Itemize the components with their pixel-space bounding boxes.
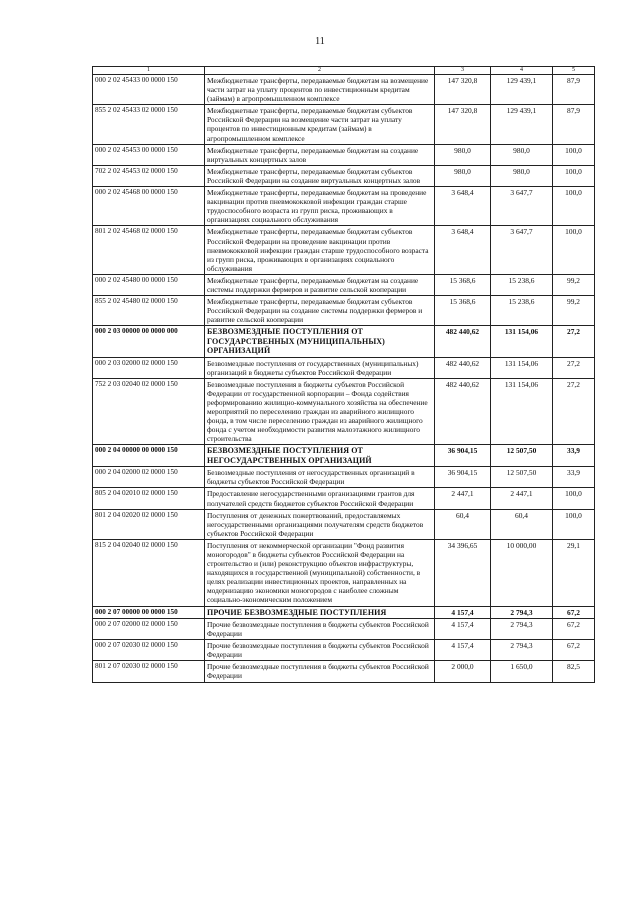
description-cell: Межбюджетные трансферты, передаваемые бюджетам на проведение вакцинации против пневмококковой инфекции граждан старше трудоспособного возраста из групп риска, проживающих в организациях социального обслуживания [205,187,435,226]
code-cell: 805 2 04 02010 02 0000 150 [93,488,205,509]
percent-cell: 27,2 [553,378,595,445]
table-row [93,467,595,488]
header-col-5: 5 [553,67,595,75]
description-cell: Безвозмездные поступления от негосударственных организаций в бюджеты субъектов Российской Федерации [205,467,435,488]
percent-cell: 82,5 [553,661,595,682]
description-cell: Поступления от денежных пожертвований, предоставляемых негосударственными организациями получателям средств бюджетов субъектов Российской Федерации [205,509,435,539]
page-number: 11 [315,36,325,47]
actual-value-cell: 15 238,6 [491,274,553,295]
code-cell: 752 2 03 02040 02 0000 150 [93,378,205,445]
percent-cell: 100,0 [553,144,595,165]
description-cell: Безвозмездные поступления в бюджеты субъектов Российской Федерации от государственной корпорации – Фонда содействия реформированию жилищно-коммунального хозяйства на обеспечение мероприятий по переселению граждан из аварийного жилищного фонда, в том числе переселению граждан из аварийного жилищного фонда с учетом необходимости развития малоэтажного жилищного строительства [205,378,435,445]
plan-value-cell: 4 157,4 [435,640,491,661]
code-cell: 000 2 04 02000 02 0000 150 [93,467,205,488]
percent-cell: 67,2 [553,606,595,618]
actual-value-cell: 980,0 [491,144,553,165]
code-cell: 801 2 07 02030 02 0000 150 [93,661,205,682]
percent-cell: 100,0 [553,187,595,226]
actual-value-cell: 60,4 [491,509,553,539]
code-cell: 000 2 02 45480 00 0000 150 [93,274,205,295]
description-cell: Межбюджетные трансферты, передаваемые бюджетам на создание системы поддержки фермеров и развитие сельской кооперации [205,274,435,295]
description-cell: Безвозмездные поступления от государственных (муниципальных) организаций в бюджеты субъектов Российской Федерации [205,357,435,378]
percent-cell: 87,9 [553,105,595,144]
percent-cell: 33,9 [553,467,595,488]
header-col-4: 4 [491,67,553,75]
table-row [93,509,595,539]
table-row [93,606,595,618]
code-cell: 855 2 02 45480 02 0000 150 [93,296,205,326]
table-row [93,75,595,105]
code-cell: 000 2 07 02000 02 0000 150 [93,618,205,639]
code-cell: 000 2 02 45453 00 0000 150 [93,144,205,165]
header-col-1: 1 [93,67,205,75]
percent-cell: 99,2 [553,296,595,326]
actual-value-cell: 131 154,06 [491,378,553,445]
code-cell: 815 2 04 02040 02 0000 150 [93,539,205,606]
table-row [93,226,595,274]
percent-cell: 99,2 [553,274,595,295]
description-cell: Межбюджетные трансферты, передаваемые бюджетам на создание виртуальных концертных залов [205,144,435,165]
header-col-2: 2 [205,67,435,75]
code-cell: 801 2 02 45468 02 0000 150 [93,226,205,274]
plan-value-cell: 34 396,65 [435,539,491,606]
table-row [93,357,595,378]
actual-value-cell: 2 447,1 [491,488,553,509]
plan-value-cell: 15 368,6 [435,296,491,326]
description-cell: БЕЗВОЗМЕЗДНЫЕ ПОСТУПЛЕНИЯ ОТ НЕГОСУДАРСТВЕННЫХ ОРГАНИЗАЦИЙ [205,445,435,467]
table-row [93,144,595,165]
description-cell: БЕЗВОЗМЕЗДНЫЕ ПОСТУПЛЕНИЯ ОТ ГОСУДАРСТВЕННЫХ (МУНИЦИПАЛЬНЫХ) ОРГАНИЗАЦИЙ [205,326,435,357]
description-cell: Межбюджетные трансферты, передаваемые бюджетам на возмещение части затрат на уплату процентов по инвестиционным кредитам (займам) в агропромышленном комплексе [205,75,435,105]
percent-cell: 67,2 [553,618,595,639]
table-row [93,661,595,682]
description-cell: Предоставление негосударственными организациями грантов для получателей средств бюджетов субъектов Российской Федерации [205,488,435,509]
plan-value-cell: 3 648,4 [435,226,491,274]
code-cell: 801 2 04 02020 02 0000 150 [93,509,205,539]
actual-value-cell: 15 238,6 [491,296,553,326]
table-row [93,326,595,357]
actual-value-cell: 129 439,1 [491,75,553,105]
actual-value-cell: 980,0 [491,165,553,186]
plan-value-cell: 2 447,1 [435,488,491,509]
table-row [93,539,595,606]
percent-cell: 87,9 [553,75,595,105]
description-cell: Межбюджетные трансферты, передаваемые бюджетам субъектов Российской Федерации на возмещение части затрат на уплату процентов по инвестиционным кредитам (займам) в агропромышленном комплексе [205,105,435,144]
percent-cell: 29,1 [553,539,595,606]
description-cell: Прочие безвозмездные поступления в бюджеты субъектов Российской Федерации [205,618,435,639]
code-cell: 000 2 02 45468 00 0000 150 [93,187,205,226]
actual-value-cell: 3 647,7 [491,187,553,226]
table-header-row [93,67,595,75]
table-row [93,618,595,639]
plan-value-cell: 980,0 [435,144,491,165]
code-cell: 000 2 04 00000 00 0000 150 [93,445,205,467]
actual-value-cell: 10 000,00 [491,539,553,606]
table-body [93,75,595,683]
percent-cell: 27,2 [553,357,595,378]
plan-value-cell: 482 440,62 [435,326,491,357]
actual-value-cell: 2 794,3 [491,618,553,639]
header-col-3: 3 [435,67,491,75]
table-row [93,488,595,509]
plan-value-cell: 3 648,4 [435,187,491,226]
actual-value-cell: 129 439,1 [491,105,553,144]
plan-value-cell: 147 320,8 [435,105,491,144]
plan-value-cell: 4 157,4 [435,618,491,639]
percent-cell: 100,0 [553,226,595,274]
percent-cell: 100,0 [553,488,595,509]
code-cell: 000 2 02 45433 00 0000 150 [93,75,205,105]
table-row [93,165,595,186]
description-cell: Межбюджетные трансферты, передаваемые бюджетам субъектов Российской Федерации на создание системы поддержки фермеров и развитие сельской кооперации [205,296,435,326]
actual-value-cell: 2 794,3 [491,606,553,618]
budget-table [92,66,595,683]
actual-value-cell: 3 647,7 [491,226,553,274]
plan-value-cell: 15 368,6 [435,274,491,295]
plan-value-cell: 482 440,62 [435,357,491,378]
code-cell: 855 2 02 45433 02 0000 150 [93,105,205,144]
actual-value-cell: 12 507,50 [491,445,553,467]
percent-cell: 100,0 [553,509,595,539]
code-cell: 000 2 03 00000 00 0000 000 [93,326,205,357]
plan-value-cell: 4 157,4 [435,606,491,618]
code-cell: 000 2 07 02030 02 0000 150 [93,640,205,661]
percent-cell: 100,0 [553,165,595,186]
code-cell: 000 2 07 00000 00 0000 150 [93,606,205,618]
actual-value-cell: 12 507,50 [491,467,553,488]
description-cell: Прочие безвозмездные поступления в бюджеты субъектов Российской Федерации [205,661,435,682]
plan-value-cell: 2 000,0 [435,661,491,682]
description-cell: Поступления от некоммерческой организации "Фонд развития моногородов" в бюджеты субъектов Российской Федерации на строительство и (или) реконструкцию объектов инфраструктуры, находящихся в государственной (муниципальной) собственности, в целях реализации инвестиционных проектов, направленных на модернизацию экономики моногородов с наиболее сложным социально-экономическим положением [205,539,435,606]
plan-value-cell: 482 440,62 [435,378,491,445]
actual-value-cell: 2 794,3 [491,640,553,661]
code-cell: 000 2 03 02000 02 0000 150 [93,357,205,378]
actual-value-cell: 1 650,0 [491,661,553,682]
table-row [93,187,595,226]
percent-cell: 67,2 [553,640,595,661]
code-cell: 702 2 02 45453 02 0000 150 [93,165,205,186]
actual-value-cell: 131 154,06 [491,357,553,378]
plan-value-cell: 36 904,15 [435,467,491,488]
table-row [93,296,595,326]
plan-value-cell: 980,0 [435,165,491,186]
percent-cell: 33,9 [553,445,595,467]
description-cell: Прочие безвозмездные поступления в бюджеты субъектов Российской Федерации [205,640,435,661]
description-cell: ПРОЧИЕ БЕЗВОЗМЕЗДНЫЕ ПОСТУПЛЕНИЯ [205,606,435,618]
actual-value-cell: 131 154,06 [491,326,553,357]
plan-value-cell: 36 904,15 [435,445,491,467]
table-row [93,640,595,661]
table-row [93,274,595,295]
table-row [93,378,595,445]
table-row [93,105,595,144]
description-cell: Межбюджетные трансферты, передаваемые бюджетам субъектов Российской Федерации на проведение вакцинации против пневмококковой инфекции граждан старше трудоспособного возраста из групп риска, проживающих в организациях социального обслуживания [205,226,435,274]
plan-value-cell: 147 320,8 [435,75,491,105]
description-cell: Межбюджетные трансферты, передаваемые бюджетам субъектов Российской Федерации на создание виртуальных концертных залов [205,165,435,186]
plan-value-cell: 60,4 [435,509,491,539]
percent-cell: 27,2 [553,326,595,357]
table-row [93,445,595,467]
